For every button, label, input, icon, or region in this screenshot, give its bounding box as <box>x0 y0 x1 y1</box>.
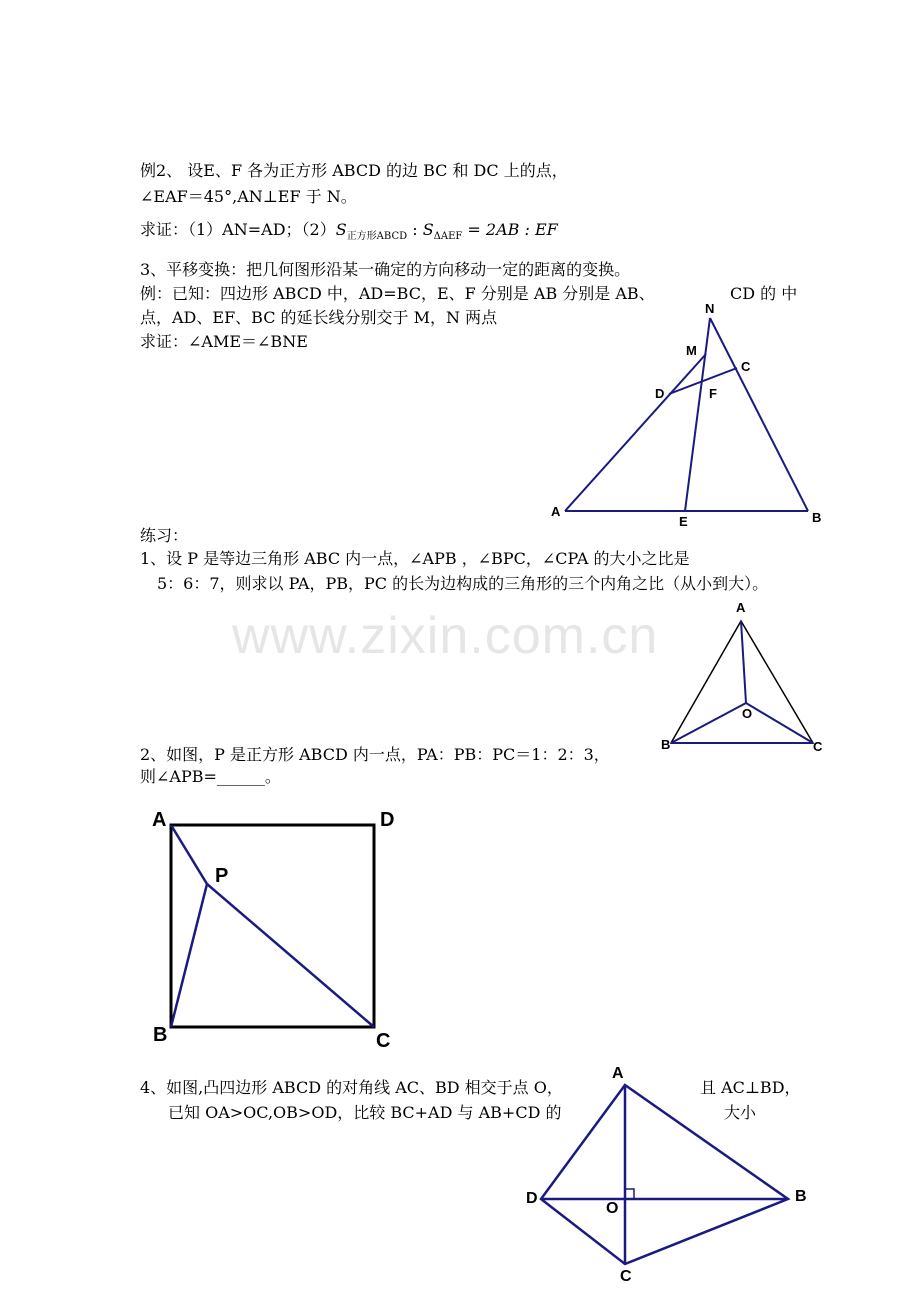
label-d: D <box>655 386 665 401</box>
q4-line2b: 大小 <box>724 1103 757 1122</box>
practice-title: 练习： <box>140 526 189 545</box>
q2-line1: 2、如图，P 是正方形 ABCD 内一点，PA：PB：PC＝1：2：3， <box>140 745 610 764</box>
sec3-line2: 点，AD、EF、BC 的延长线分别交于 M，N 两点 <box>140 308 498 327</box>
q2-label-d: D <box>380 809 395 831</box>
label-a: A <box>551 504 561 519</box>
formula-rhs: = 2AB : EF <box>462 220 558 239</box>
quad-abcd <box>541 1085 788 1264</box>
q1-label-b: B <box>661 737 671 752</box>
q2-label-c: C <box>376 1030 391 1052</box>
q4-label-a: A <box>612 1065 624 1082</box>
label-e: E <box>679 514 688 529</box>
q4-label-c: C <box>620 1268 632 1285</box>
q4-label-d: D <box>526 1190 538 1207</box>
formula-sub2: ΔAEF <box>433 231 463 242</box>
label-f: F <box>709 386 717 401</box>
formula-colon: : <box>407 220 423 239</box>
q1-line2: 5：6：7，则求以 PA，PB，PC 的长为边构成的三角形的三个内角之比（从小到大）。 <box>157 574 769 593</box>
q2-label-p: P <box>215 865 229 887</box>
ex2-line1: 例2、 设E、F 各为正方形 ABCD 的边 BC 和 DC 上的点， <box>140 161 568 180</box>
formula-s1: S <box>335 220 347 239</box>
sec3-line3: 求证：∠AME＝∠BNE <box>140 332 308 351</box>
watermark: www.zixin.com.cn <box>232 607 659 665</box>
sec3-line1b: CD 的 中 <box>730 284 798 303</box>
q4-line1a: 4、如图,凸四边形 ABCD 的对角线 AC、BD 相交于点 O， <box>140 1078 563 1097</box>
q2-label-a: A <box>152 809 167 831</box>
q4-label-o: O <box>606 1200 619 1217</box>
label-n: N <box>705 301 715 316</box>
q4-line1b: 且 AC⊥BD， <box>700 1078 801 1097</box>
formula-s2: S <box>422 220 434 239</box>
q1-label-o: O <box>742 706 753 721</box>
q1-label-c: C <box>813 739 823 754</box>
formula-sub1: 正方形ABCD <box>346 231 408 242</box>
label-m: M <box>686 343 697 358</box>
q4-label-b: B <box>795 1188 807 1205</box>
label-c: C <box>741 359 751 374</box>
sec3-title: 3、平移变换：把几何图形沿某一确定的方向移动一定的距离的变换。 <box>140 260 631 279</box>
q4-line2a: 已知 OA>OC,OB>OD，比较 BC+AD 与 AB+CD 的 <box>168 1103 562 1122</box>
right-angle-mark <box>625 1189 634 1199</box>
ex2-prove-prefix: 求证：（1）AN=AD；（2） <box>140 220 336 239</box>
ex2-line2: ∠EAF＝45°,AN⊥EF 于 N。 <box>140 187 357 206</box>
sec3-line1: 例：已知：四边形 ABCD 中，AD=BC，E、F 分别是 AB 分别是 AB、 <box>140 284 655 303</box>
q1-label-a: A <box>736 600 746 615</box>
q2-line2: 则∠APB=______。 <box>140 767 281 786</box>
q1-line1: 1、设 P 是等边三角形 ABC 内一点，∠APB ，∠BPC，∠CPA 的大小之比是 <box>140 549 690 568</box>
q2-label-b: B <box>153 1024 168 1046</box>
label-b: B <box>812 510 822 525</box>
